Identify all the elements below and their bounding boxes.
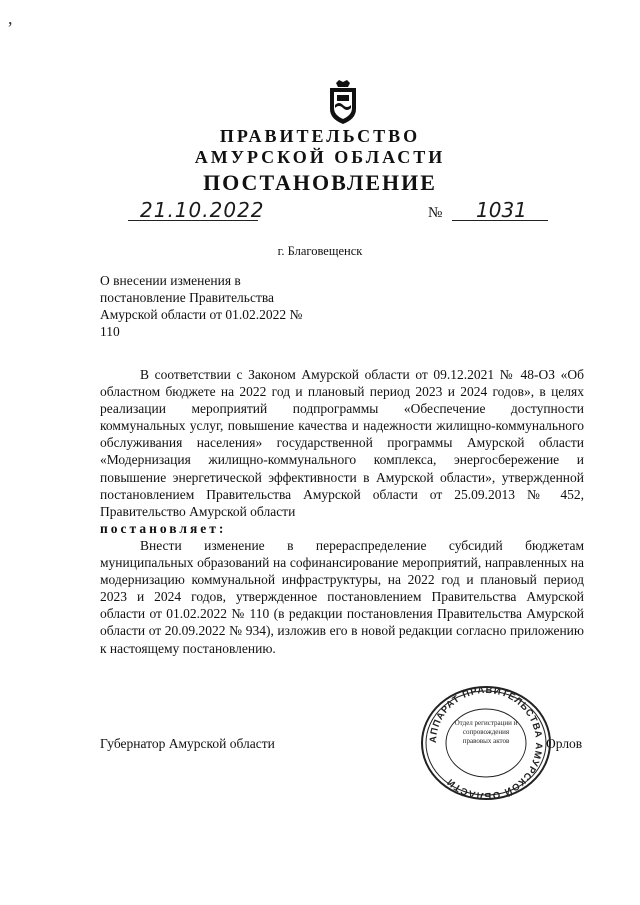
document-type: ПОСТАНОВЛЕНИЕ [203,170,437,195]
resolves-heading: постановляет: [100,520,227,536]
org-name-line2: АМУРСКОЙ ОБЛАСТИ [194,147,446,167]
city: г. Благовещенск [277,244,363,258]
resolution-paragraph: Внести изменение в перераспределение субсидий бюджетам муниципальных образований на софинансирование мероприятий, направленных на модернизацию коммунальной инфраструктуры, на 2022 год и плановый период 2023 и 2024 годов, утвержденное постановлением Правительства Амурской области от 01.02.2022 № 110 (в редакции постановления Правительства Амурской области от 20.09.2022 № 934), изложив его в новой редакции согласно приложению к настоящему постановлению. [100,537,584,656]
margin-mark: , [8,8,13,28]
signatory-position: Губернатор Амурской области [100,736,275,751]
seal-ring-text: АППАРАТ ПРАВИТЕЛЬСТВА АМУРСКОЙ ОБЛАСТИ [427,684,545,802]
document-date: 21.10.2022 [140,198,265,222]
preamble-paragraph: В соответствии с Законом Амурской области от 09.12.2021 № 48-ОЗ «Об областном бюджете на 2022 год и плановый период 2023 и 2024 годов», в целях реализации мероприятий подпрограммы «Обеспечение доступности коммунальных услуг, повышение качества и надежности жилищно-коммунального обслуживания населения» государственной программы Амурской области «Модернизация жилищно-коммунального комплекса, энергосбережение и повышение энергетической эффективности в Амурской области», утвержденной постановлением Правительства Амурской области от 25.09.2013 № 452, Правительство Амурской области [100,367,584,519]
number-sign: № [428,205,443,221]
signatory-name: Орлов [546,736,583,751]
official-seal [418,683,554,803]
date-underline [128,220,258,221]
number-underline [452,220,548,221]
org-name-line1: ПРАВИТЕЛЬСТВО [219,126,421,146]
coat-of-arms-icon [326,79,360,125]
document-subject: О внесении изменения в постановление Правительства Амурской области от 01.02.2022 № 110 [100,273,303,339]
seal-center-text: Отдел регистрации и сопровождения правовых актов [454,719,518,745]
document-body [100,366,584,657]
document-number: 1031 [476,198,527,222]
